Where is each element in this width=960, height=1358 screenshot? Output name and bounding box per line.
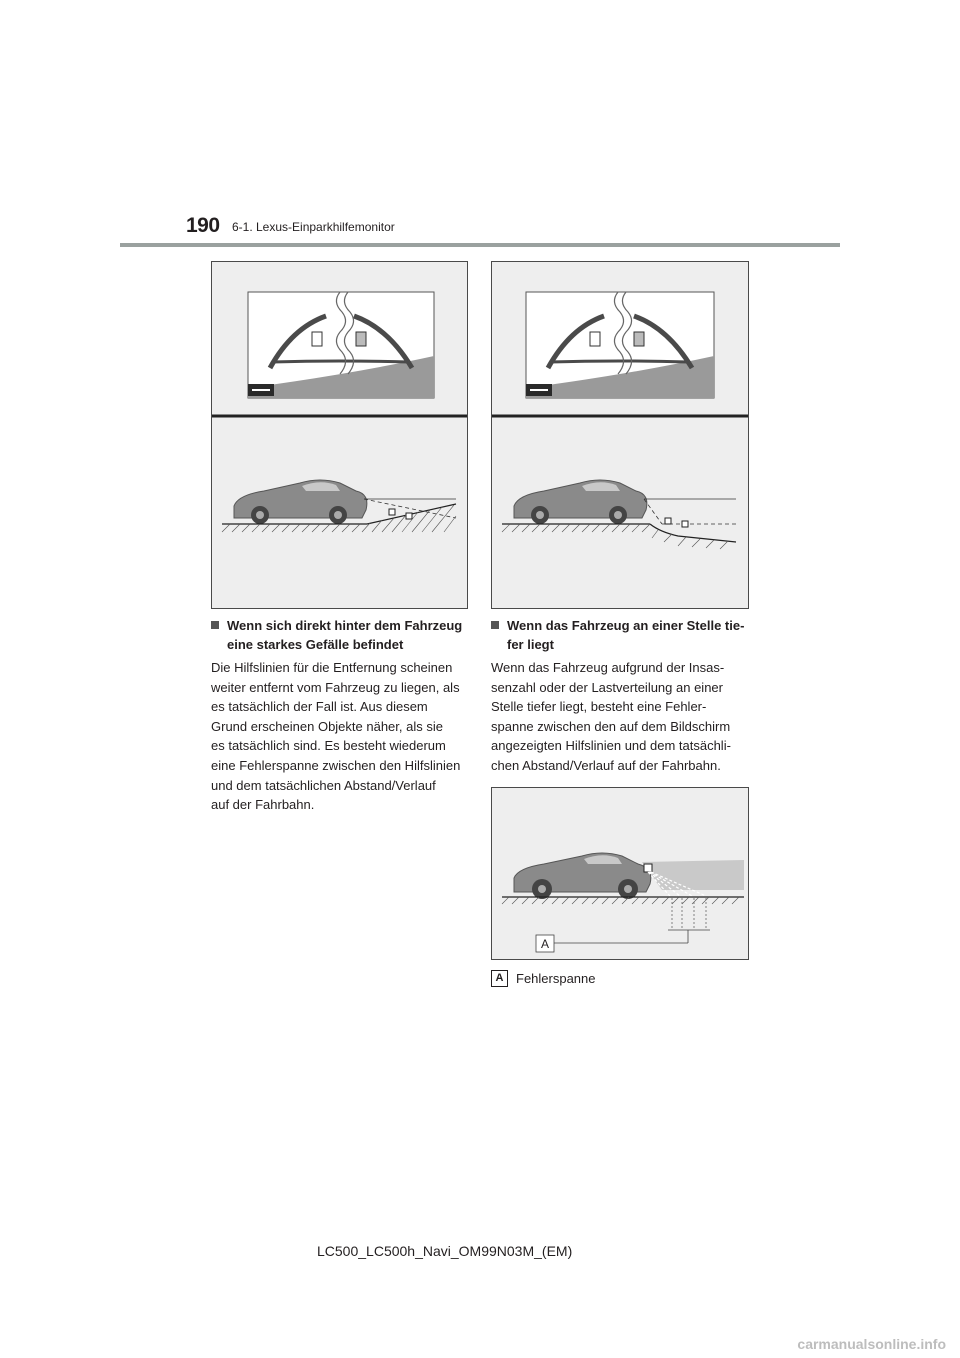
text-line: weiter entfernt vom Fahrzeug zu liegen, als bbox=[211, 679, 460, 695]
text-line: angezeigten Hilfslinien und dem tatsächli- bbox=[491, 738, 731, 754]
text-line: Die Hilfslinien für die Entfernung scheinen bbox=[211, 660, 453, 675]
legend-key-a: A bbox=[491, 970, 508, 987]
text-line: Grund erscheinen Objekte näher, als sie bbox=[211, 718, 443, 734]
figure-label-a: A bbox=[540, 937, 550, 951]
figure-error-margin-svg bbox=[492, 788, 748, 959]
bullet-square-icon bbox=[211, 621, 219, 629]
text-line: auf der Fahrbahn. bbox=[211, 797, 315, 813]
paragraph-vehicle-lower bbox=[491, 658, 731, 776]
text-line: senzahl oder der Lastverteilung an einer bbox=[491, 679, 723, 695]
legend bbox=[491, 970, 596, 987]
heading-vehicle-lower-line1: Wenn das Fahrzeug an einer Stelle tie- bbox=[507, 618, 745, 633]
heading-steep-slope bbox=[211, 616, 471, 654]
page-number: 190 bbox=[186, 214, 220, 237]
side-view-illustration bbox=[222, 480, 456, 532]
heading-vehicle-lower-line2: fer liegt bbox=[507, 637, 554, 652]
section-title: 6-1. Lexus-Einparkhilfemonitor bbox=[232, 220, 395, 234]
figure-vehicle-lower-svg bbox=[492, 262, 748, 608]
legend-text: Fehlerspanne bbox=[516, 971, 596, 986]
text-line: chen Abstand/Verlauf auf der Fahrbahn. bbox=[491, 757, 721, 773]
footer-document-id: LC500_LC500h_Navi_OM99N03M_(EM) bbox=[317, 1243, 573, 1259]
paragraph-steep-slope bbox=[211, 658, 460, 815]
figure-steep-slope-svg bbox=[212, 262, 467, 608]
text-line: es tatsächlich sind. Es besteht wiederum bbox=[211, 738, 446, 754]
text-line: Stelle tiefer liegt, besteht eine Fehler- bbox=[491, 699, 707, 715]
heading-vehicle-lower bbox=[491, 616, 753, 654]
watermark: carmanualsonline.info bbox=[797, 1336, 946, 1352]
text-line: Wenn das Fahrzeug aufgrund der Insas- bbox=[491, 660, 725, 675]
text-line: und dem tatsächlichen Abstand/Verlauf bbox=[211, 777, 436, 793]
figure-steep-slope bbox=[211, 261, 468, 609]
figure-error-margin bbox=[491, 787, 749, 960]
text-line: es tatsächlich der Fall ist. Aus diesem bbox=[211, 699, 428, 715]
side-view-illustration bbox=[502, 480, 736, 549]
header-divider bbox=[120, 243, 840, 247]
figure-vehicle-lower bbox=[491, 261, 749, 609]
heading-steep-slope-line2: eine starkes Gefälle befindet bbox=[227, 637, 404, 652]
text-line: spanne zwischen den auf dem Bildschirm bbox=[491, 718, 731, 734]
monitor-view bbox=[526, 292, 714, 398]
text-line: eine Fehlerspanne zwischen den Hilfslinien bbox=[211, 757, 461, 773]
bullet-square-icon bbox=[491, 621, 499, 629]
monitor-view bbox=[248, 292, 434, 398]
heading-steep-slope-line1: Wenn sich direkt hinter dem Fahrzeug bbox=[227, 618, 463, 633]
